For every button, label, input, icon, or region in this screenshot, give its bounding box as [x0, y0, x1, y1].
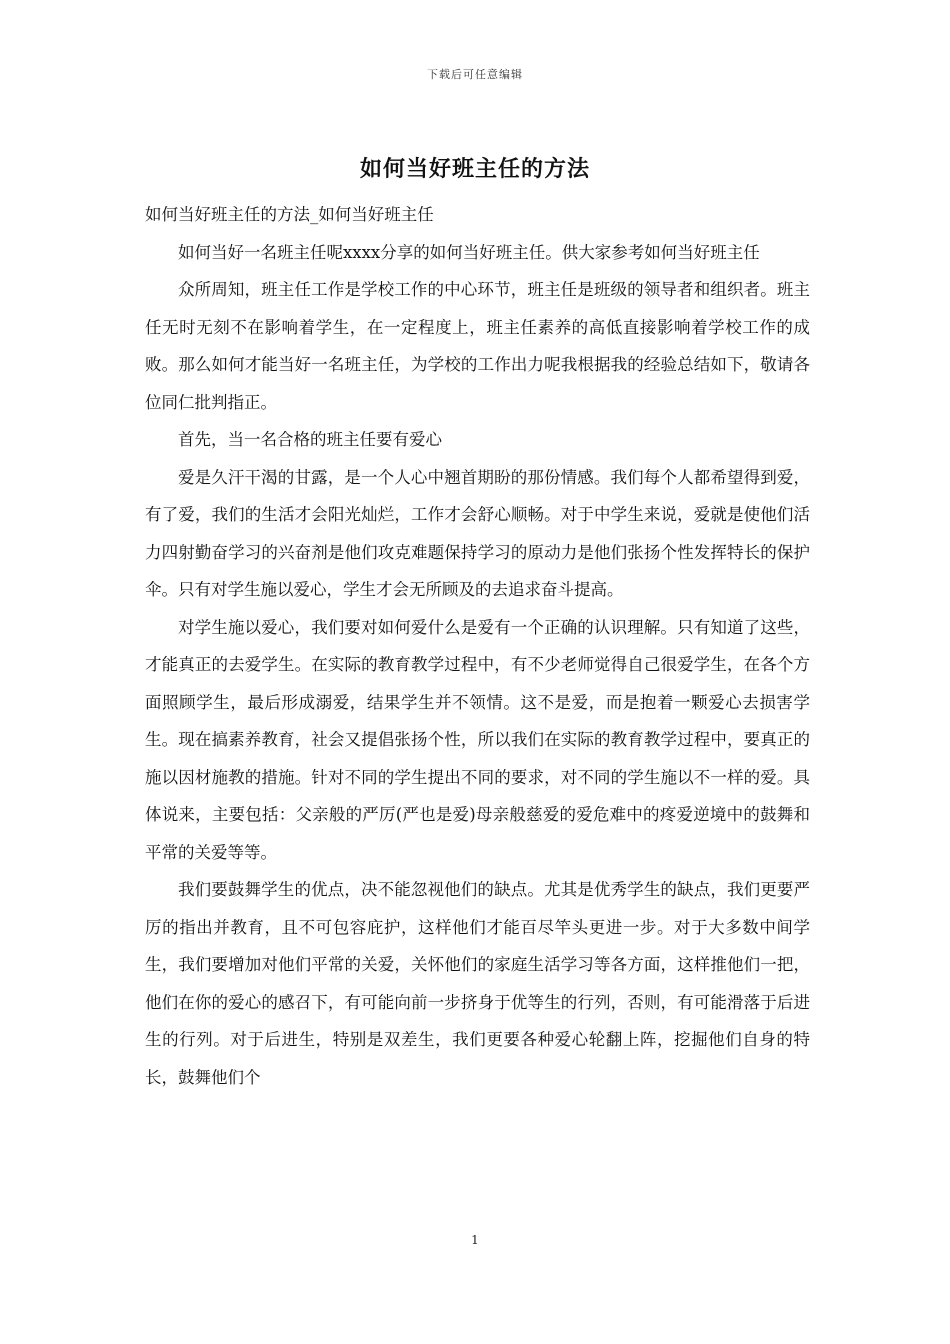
- header-note: 下载后可任意编辑: [427, 68, 523, 81]
- section-heading: 首先，当一名合格的班主任要有爱心: [178, 430, 442, 449]
- paragraph: 对学生施以爱心，我们要对如何爱什么是爱有一个正确的认识理解。只有知道了这些，才能真正的去爱学生。在实际的教育教学过程中，有不少老师觉得自己很爱学生，在各个方面照顾学生，最后形成溺爱，结果学生并不领情。这不是爱，而是抱着一颗爱心去损害学生。现在搞素养教育，社会又提倡张扬个性，所以我们在实际的教育教学过程中，要真正的施以因材施教的措施。针对不同的学生提出不同的要求，对不同的学生施以不一样的爱。具体说来，主要包括：父亲般的严厉(严也是爱)母亲般慈爱的爱危难中的疼爱逆境中的鼓舞和平常的关爱等等。: [145, 617, 810, 862]
- document-body: [145, 196, 810, 1096]
- page-number: 1: [471, 1233, 479, 1247]
- paragraph: 爱是久汗干渴的甘露，是一个人心中翘首期盼的那份情感。我们每个人都希望得到爱，有了爱，我们的生活才会阳光灿烂，工作才会舒心顺畅。对于中学生来说，爱就是使他们活力四射勤奋学习的兴奋剂是他们攻克难题保持学习的原动力是他们张扬个性发挥特长的保护伞。只有对学生施以爱心，学生才会无所顾及的去追求奋斗提高。: [145, 467, 810, 599]
- document-title: 如何当好班主任的方法: [359, 156, 590, 182]
- paragraph: 众所周知，班主任工作是学校工作的中心环节，班主任是班级的领导者和组织者。班主任无时无刻不在影响着学生，在一定程度上，班主任素养的高低直接影响着学校工作的成败。那么如何才能当好一名班主任，为学校的工作出力呢我根据我的经验总结如下，敬请各位同仁批判指正。: [145, 280, 810, 412]
- subtitle-line: 如何当好班主任的方法_如何当好班主任: [145, 205, 434, 224]
- paragraph: 如何当好一名班主任呢xxxx分享的如何当好班主任。供大家参考如何当好班主任: [178, 242, 760, 262]
- paragraph: 我们要鼓舞学生的优点，决不能忽视他们的缺点。尤其是优秀学生的缺点，我们更要严厉的指出并教育，且不可包容庇护，这样他们才能百尽竿头更进一步。对于大多数中间学生，我们要增加对他们平常的关爱，关怀他们的家庭生活学习等各方面，这样推他们一把，他们在你的爱心的感召下，有可能向前一步挤身于优等生的行列，否则，有可能滑落于后进生的行列。对于后进生，特别是双差生，我们更要各种爱心轮翻上阵，挖掘他们自身的特长，鼓舞他们个: [145, 880, 810, 1087]
